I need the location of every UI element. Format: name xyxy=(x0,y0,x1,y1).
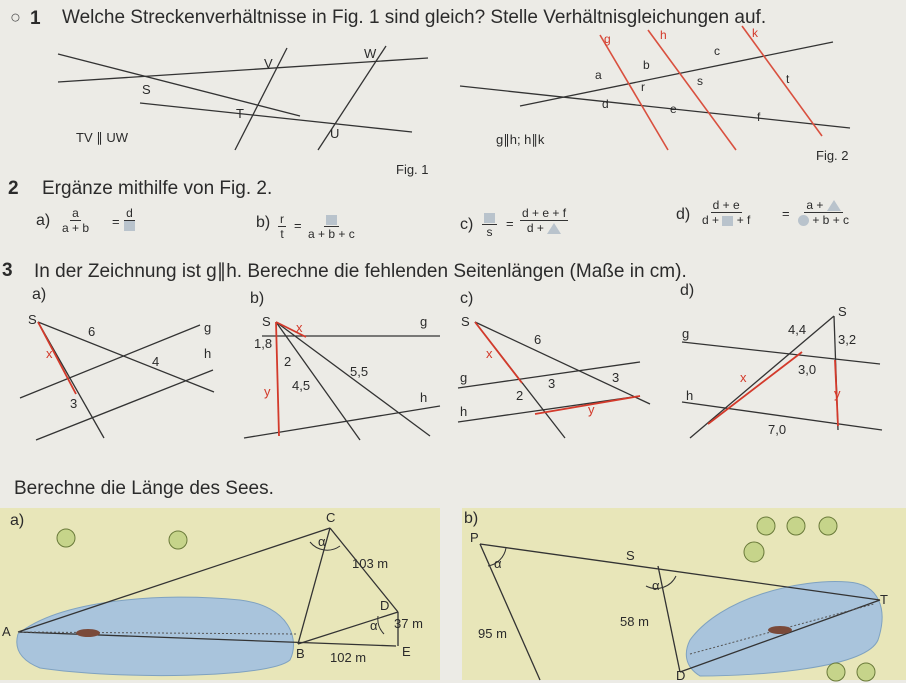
lake-a-point-a: A xyxy=(2,624,11,639)
lake-b-point-t: T xyxy=(880,592,888,607)
task2d-equals: = xyxy=(782,206,790,221)
task3b-label: b) xyxy=(250,290,265,307)
task3c-label: c) xyxy=(460,290,474,307)
fig2-label-k: k xyxy=(752,26,758,40)
task4a-label: a) xyxy=(10,512,25,529)
fig2-label-h: h xyxy=(660,28,667,42)
fig1-label-w: W xyxy=(364,46,377,61)
task3a-6: 6 xyxy=(88,324,96,339)
lake-a-point-e: E xyxy=(402,644,411,659)
task3a-g: g xyxy=(204,320,212,335)
task3d-7-0: 7,0 xyxy=(768,422,787,437)
task2a-frac1: $\frac{a}{a + b}$ xyxy=(62,206,90,235)
task4-title: Berechne die Länge des Sees. xyxy=(14,478,274,499)
fig2-label-s: s xyxy=(697,74,703,88)
task3b-2: 2 xyxy=(284,354,292,369)
lake-b-alpha1: α xyxy=(494,556,502,571)
task3c-3a: 3 xyxy=(548,376,556,391)
task2c-frac1: s xyxy=(482,210,497,239)
task1-number: 1 xyxy=(30,8,41,29)
task3c-x: x xyxy=(486,346,493,361)
task2b-frac2: a + b + c xyxy=(308,212,355,241)
task2b-label: b) xyxy=(256,214,271,231)
lake-a-point-c: C xyxy=(326,510,336,525)
lake-b-length-p: 95 m xyxy=(478,626,507,641)
task3a-h: h xyxy=(204,346,212,361)
task3a-4: 4 xyxy=(152,354,160,369)
fig1-label-s: S xyxy=(142,82,151,97)
task3b-5-5: 5,5 xyxy=(350,364,369,379)
task3c-6: 6 xyxy=(534,332,542,347)
task2c-label: c) xyxy=(460,216,474,233)
task3a-s: S xyxy=(28,312,37,327)
task2a-label: a) xyxy=(36,212,51,229)
lake-b-point-d: D xyxy=(676,668,686,683)
lake-a-de: 37 m xyxy=(394,616,423,631)
task3c-y: y xyxy=(588,402,595,417)
lake-a-point-b: B xyxy=(296,646,305,661)
task3c-s: S xyxy=(461,314,470,329)
task-circle-icon: ○ xyxy=(10,7,21,27)
task3b-x: x xyxy=(296,320,303,335)
fig1-note: TV ∥ UW xyxy=(76,130,128,145)
task3b-y: y xyxy=(264,384,271,399)
task3c-h: h xyxy=(460,404,468,419)
lake-b-point-s: S xyxy=(626,548,635,563)
task3d-g: g xyxy=(682,326,690,341)
task3d-4-4: 4,4 xyxy=(788,322,807,337)
task3c-g: g xyxy=(460,370,468,385)
fig2-label-a: a xyxy=(595,68,602,82)
task3d-3-2: 3,2 xyxy=(838,332,857,347)
fig2-label-d: d xyxy=(602,97,609,111)
fig2-label-t: t xyxy=(786,72,790,86)
fig2-label-g: g xyxy=(604,32,611,46)
task3-number: 3 xyxy=(2,260,13,281)
task3a-label: a) xyxy=(32,286,47,303)
task4b-label: b) xyxy=(464,510,479,527)
task3d-label: d) xyxy=(680,282,695,299)
task3b-g: g xyxy=(420,314,428,329)
task2b-frac1: $\frac{r}{t}$ xyxy=(280,212,284,241)
fig2-label-b: b xyxy=(643,58,650,72)
task3d-x: x xyxy=(740,370,747,385)
task2d-frac2: $\frac{a +}{+ b + c}$ xyxy=(798,198,849,227)
task3d-h: h xyxy=(686,388,694,403)
task2a-frac2: d xyxy=(124,206,135,231)
fig1-label-t: T xyxy=(236,106,244,121)
lake-b-alpha2: α xyxy=(652,578,660,593)
task3b-1-8: 1,8 xyxy=(254,336,273,351)
task2b-equals: = xyxy=(294,218,302,233)
lake-a-alpha1: α xyxy=(318,534,326,549)
task3b-4-5: 4,5 xyxy=(292,378,311,393)
task2-number: 2 xyxy=(8,178,19,199)
task2a-equals: = xyxy=(112,214,120,229)
lake-a-alpha2: α xyxy=(370,618,378,633)
task2c-frac2: $\frac{d + e + f}{d +}$ xyxy=(522,206,567,235)
fig1-label-v: V xyxy=(264,56,273,71)
task3b-h: h xyxy=(420,390,428,405)
fig2-label-f: f xyxy=(757,110,761,124)
task2d-frac1: $\frac{d + e}{d + + f}$ xyxy=(702,198,751,227)
fig2-label-e: e xyxy=(670,102,677,116)
fig2-label-r: r xyxy=(641,80,645,94)
lake-a-point-d: D xyxy=(380,598,390,613)
fig2-note: g∥h; h∥k xyxy=(496,132,545,147)
task2-title: Ergänze mithilfe von Fig. 2. xyxy=(42,178,273,199)
task3a-x: x xyxy=(46,346,53,361)
lake-b-length-s: 58 m xyxy=(620,614,649,629)
fig2-caption: Fig. 2 xyxy=(816,148,849,163)
lake-b-point-p: P xyxy=(470,530,479,545)
lake-a-be: 102 m xyxy=(330,650,367,665)
task3c-3b: 3 xyxy=(612,370,620,385)
lake-a-cd: 103 m xyxy=(352,556,389,571)
fig1-caption: Fig. 1 xyxy=(396,162,429,177)
task3b-s: S xyxy=(262,314,271,329)
fig2-label-c: c xyxy=(714,44,720,58)
fig1-label-u: U xyxy=(330,126,340,141)
task2d-label: d) xyxy=(676,206,691,223)
task3-title: In der Zeichnung ist g∥h. Berechne die fehlenden Seitenlängen (Maße in cm). xyxy=(34,261,687,282)
task3a-3: 3 xyxy=(70,396,78,411)
task3c-2: 2 xyxy=(516,388,524,403)
task3d-y: y xyxy=(834,386,841,401)
task3d-s: S xyxy=(838,304,847,319)
task2c-equals: = xyxy=(506,216,514,231)
task3d-3-0: 3,0 xyxy=(798,362,817,377)
task1-title: Welche Streckenverhältnisse in Fig. 1 sind gleich? Stelle Verhältnisgleichungen auf. xyxy=(62,7,767,28)
